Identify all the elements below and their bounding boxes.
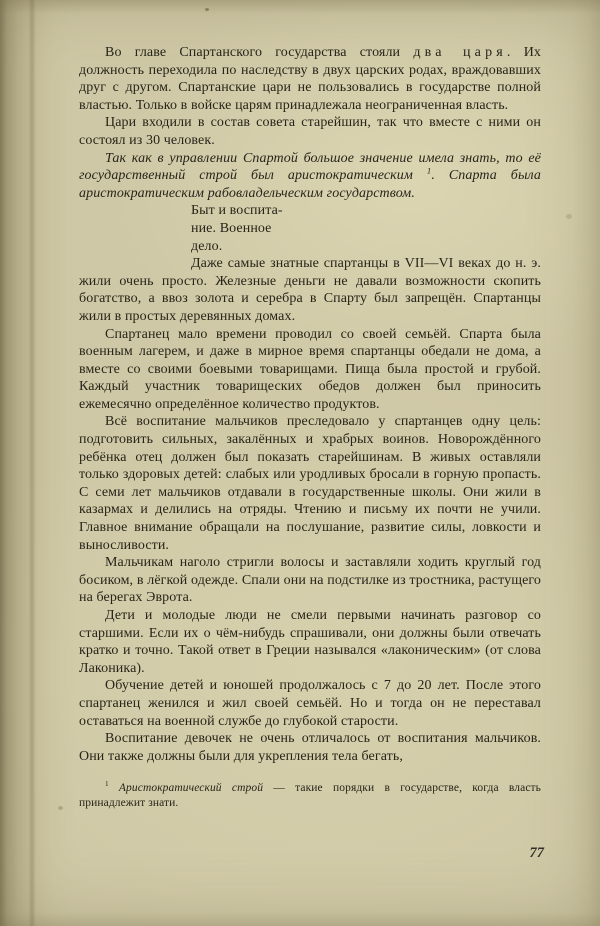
paper-speck bbox=[566, 214, 572, 219]
emphasized-text: два царя bbox=[413, 45, 507, 60]
paragraph-laconic-speech: Дети и молодые люди не смели первыми начинать разговор со старшими. Если их о чём-нибудь спрашивали, они должны были отвечать кратко и точно. Такой ответ в Греции назывался «лаконическим» (от слова Лаконика). bbox=[79, 608, 541, 676]
paragraph-text: Даже самые знатные спартанцы в VII—VI веках до н. э. жили очень просто. Железные деньги не давали возможности скопить богатство, а ввоз золота и серебра в Спарту был запрещён. Спартанцы жили в простых деревянных домах. bbox=[79, 256, 541, 324]
page-gutter-crease bbox=[28, 0, 36, 926]
paragraph-council: Цари входили в состав совета старейшин, так что вместе с ними он состоял из 30 человек. bbox=[79, 115, 541, 148]
paragraph-text: Во главе Спартанского государства стояли bbox=[105, 45, 414, 60]
page-number: 77 bbox=[529, 845, 544, 861]
paragraph-text: . Спарта была аристократическим рабовладельческим государством. bbox=[79, 168, 541, 201]
footnote bbox=[79, 781, 541, 810]
paragraph-aristocracy bbox=[79, 150, 541, 203]
text-column bbox=[79, 44, 541, 810]
footnote-reference: 1 bbox=[426, 165, 432, 176]
footnote-term: Аристократический строй bbox=[118, 782, 264, 795]
margin-heading-line: Быт и воспита- bbox=[191, 203, 283, 219]
margin-heading-line: дело. bbox=[191, 238, 223, 254]
paragraph-education-age: Обучение детей и юношей продолжалось с 7 до 20 лет. После этого спартанец женился и жил своей семьёй. Но и тогда он не переставал оставаться на военной службе до глубокой старости. bbox=[79, 678, 541, 729]
footnote-text: — такие порядки в государстве, когда власть принадлежит знати. bbox=[79, 782, 541, 809]
paragraph-kings bbox=[79, 44, 541, 114]
margin-heading-line: ние. Военное bbox=[191, 220, 272, 236]
paragraph-boys-hardship: Мальчикам наголо стригли волосы и заставляли ходить круглый год босиком, в лёгкой одежде. Спали они на подстилке из тростника, растущего на берегах Эврота. bbox=[79, 555, 541, 606]
paragraph-military-camp: Спартанец мало времени проводил со своей семьёй. Спарта была военным лагерем, и даже в мирное время спартанцы обедали не дома, а вместе со своими боевыми товарищами. Пища была простой и грубой. Каждый участник товарищеских обедов должен был приносить ежемесячно определённое количество продуктов. bbox=[79, 326, 541, 412]
paper-speck bbox=[58, 806, 63, 810]
margin-heading bbox=[79, 202, 181, 268]
paragraph-girls-upbringing: Воспитание девочек не очень отличалось от воспитания мальчиков. Они также должны были для укрепления тела бегать, bbox=[79, 731, 541, 764]
paper-speck bbox=[205, 8, 209, 11]
footnote-marker: 1 bbox=[105, 780, 109, 789]
paragraph-text: Так как в управлении Спартой большое значение имела знать, то её государственный строй был аристократическим bbox=[79, 150, 541, 184]
paragraph-boys-upbringing: Всё воспитание мальчиков преследовало у спартанцев одну цель: подготовить сильных, закалённых и храбрых воинов. Новорождённого ребёнка отец должен был показать старейшинам. В живых оставляли только здоровых детей: слабых или уродливых бросали в горную пропасть. С семи лет мальчиков отдавали в государственные школы. Они жили в казармах и делились на отряды. Чтению и письму их почти не учили. Главное внимание обращали на послушание, развитие силы, ловкости и выносливости. bbox=[79, 414, 541, 553]
paragraph-text: . Их должность переходила по наследству в двух царских родах, враждовавших друг с другом. Спартанские цари не пользовались в государстве полной властью. Только в войске царям принадлежала неограниченная власть. bbox=[79, 45, 542, 113]
